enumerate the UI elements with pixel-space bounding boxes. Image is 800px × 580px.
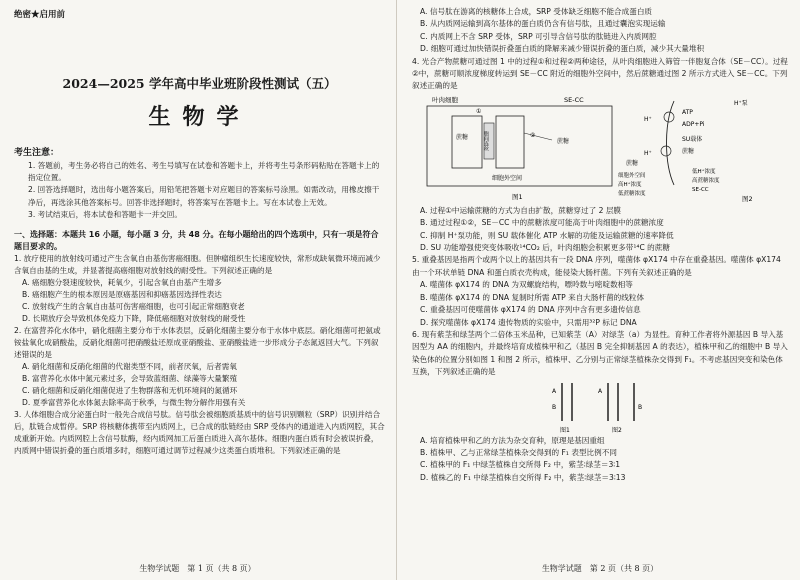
page-footer-1: 生物学试题 第 1 页（共 8 页） [139, 564, 256, 573]
q5-option-c: C. 重叠基因可使噬菌体 φX174 的 DNA 序列中含有更多遗传信息 [420, 305, 641, 315]
question-6: 6. 现有紫茎和绿茎两个二倍体玉米品种，已知紫茎（A）对绿茎（a）为显性。育种工作者将外源基因 B 导入基因型为 AA 的细胞内，并最终培育成植株甲和乙（基因 B 完全抑制基因 A 的表达），植株甲和乙的细胞中 B 导入染色体的位置分别如图 1 和图 2 所示，植株甲、乙分别与正常绿茎植株杂交得到 F₁。不考虑基因突变和染色体互换，下列叙述正确的是 [412, 329, 788, 377]
q2-option-b: B. 富营养化水体中氮元素过多，会导致蓝细菌、绿藻等大量繁殖 [22, 374, 238, 384]
fig2-su-label: SU载体 [682, 135, 703, 143]
fig3-gene-b-2: B [638, 403, 643, 411]
q1-option-d: D. 长期放疗会导致机体免疫力下降，降低癌细胞对放射线的耐受性 [22, 314, 246, 324]
fig2-extracellular-label: 细胞外空间 [618, 172, 646, 179]
notice-2: 2. 回答选择题时，选出每小题答案后，用铅笔把答题卡对应题目的答案标号涂黑。如需改动，用橡皮擦干净后，再选涂其他答案标号。回答非选择题时，将答案写在答题卡上。写在本试卷上无效。 [28, 185, 380, 207]
fig2-secc-label: SE-CC [692, 186, 709, 193]
q1-option-a: A. 癌细胞分裂速度较快，耗氧少，引起含氧自由基产生增多 [22, 278, 222, 288]
q6-option-d: D. 植株乙的 F₁ 中绿茎植株自交所得 F₂ 中，紫茎∶绿茎＝3∶13 [420, 472, 626, 482]
fig2-h-pump-label: H⁺泵 [734, 99, 748, 107]
q6-figures [412, 379, 788, 435]
fig2-atp-label: ATP [682, 108, 693, 116]
fig1-arrow [524, 133, 552, 140]
fig2-sucrose-inside: 蔗糖 [682, 147, 695, 155]
q5-option-a: A. 噬菌体 φX174 的 DNA 为双螺旋结构，嘌呤数与嘧啶数相等 [420, 280, 633, 290]
fig1-secc-label: SE-CC [564, 95, 584, 104]
fig3-caption-1: 图1 [560, 426, 570, 434]
fig2-low-h-label: 低H⁺浓度 [692, 168, 716, 175]
fig1-step-1: ① [476, 107, 482, 115]
q3-option-d: D. 细胞可通过加快错误折叠蛋白质的降解来减少错误折叠的蛋白质，减少其大量堆积 [420, 44, 705, 54]
q6-option-c: C. 植株甲的 F₁ 中绿茎植株自交所得 F₂ 中，紫茎∶绿茎＝3∶1 [420, 460, 621, 470]
q3-option-a: A. 信号肽在游离的核糖体上合成，SRP 受体缺乏细胞不能合成蛋白质 [420, 7, 653, 16]
left-page [0, 0, 395, 580]
q1-option-b: B. 癌细胞产生的根本原因是原癌基因和抑癌基因选择性表达 [22, 290, 222, 300]
chromosome-figure-2 [598, 383, 642, 434]
question-2: 2. 在富营养化水体中，硝化细菌主要分布于水体表层，反硝化细菌主要分布于水体中底层。硝化细菌可把氨或铵盐氧化成硝酸盐，反硝化细菌可把硝酸盐还原成亚硝酸盐、亚硝酸盐进一步形成分子态氮返回大气。下列叙述错误的是 [14, 326, 381, 360]
subject-title: 生物学 [148, 104, 251, 130]
fig2-sucrose-outside: 蔗糖 [626, 159, 639, 167]
q2-option-d: D. 夏季富营养化水体氮去除率高于秋季，与微生物分解作用强有关 [22, 398, 246, 408]
fig1-secc-cell [496, 116, 524, 168]
q3-option-c: C. 内质网上不含 SRP 受体，SRP 可引导含信号肽的肽链进入内质网腔 [420, 31, 657, 41]
q5-option-d: D. 探究噬菌体 φX174 遗传物质的实验中，只需用³²P 标记 DNA [420, 317, 637, 327]
q1-option-c: C. 放射线产生的含氧自由基可伤害癌细胞，也可引起正常细胞衰老 [22, 302, 245, 312]
question-1: 1. 放疗使用的放射线可通过产生含氧自由基伤害癌细胞。但肿瘤组织生长速度较快，常形成缺氧微环境而减少含氧自由基的生成，并显著提高癌细胞对放射线的耐受性。下列叙述正确的是 [14, 254, 381, 276]
fig2-su-carrier [661, 146, 671, 156]
fig3-caption-2: 图2 [612, 426, 622, 434]
fig1-caption: 图1 [512, 192, 523, 201]
fig3-gene-a-2: A [598, 387, 603, 395]
notice-heading: 考生注意： [14, 148, 60, 158]
figure-1 [427, 95, 612, 201]
question-5: 5. 重叠基因是指两个或两个以上的基因共有一段 DNA 序列，噬菌体 φX174 中存在重叠基因。噬菌体 φX174 由一个环状单链 DNA 和蛋白质衣壳构成，能侵染大肠杆菌。下列有关叙述正确的是 [412, 255, 781, 277]
fig2-caption: 图2 [742, 194, 753, 203]
fig2-adp-label: ADP+Pi [682, 120, 705, 128]
q4-option-a: A. 过程①中运输蔗糖的方式为自由扩散，蔗糖穿过了 2 层膜 [420, 205, 622, 215]
question-4: 4. 光合产物蔗糖可通过图 1 中的过程①和过程②两种途径，从叶肉细胞进入筛管一伴胞复合体（SE－CC）。过程②中，蔗糖可顺浓度梯度转运到 SE－CC 附近的细胞外空间中，然后蔗糖通过图 2 所示方式进入 SE－CC。下列叙述正确的是 [412, 56, 788, 91]
fig1-outline [427, 106, 612, 186]
fig1-sucrose-right: 蔗糖 [557, 137, 570, 145]
fig2-h-bottom: H⁺ [644, 149, 652, 157]
notice-1: 1. 答题前，考生务必将自己的姓名、考生号填写在试卷和答题卡上，并将考生号条形码粘贴在答题卡上的指定位置。 [28, 161, 380, 183]
q2-option-a: A. 硝化细菌和反硝化细菌的代谢类型不同，前者厌氧，后者需氧 [22, 362, 237, 372]
right-page [400, 0, 800, 580]
q5-option-b: B. 噬菌体 φX174 的 DNA 复制时所需 ATP 来自大肠杆菌的线粒体 [420, 292, 645, 302]
chromosome-figure-1 [552, 383, 572, 434]
notice-3: 3. 考试结束后，将本试卷和答题卡一并交回。 [28, 209, 182, 219]
fig1-leaf-cell-label: 叶肉细胞 [432, 95, 458, 104]
q2-option-c: C. 硝化细菌和反硝化细菌促进了生物群落和无机环境间的氮循环 [22, 386, 238, 396]
fig3-gene-a-1: A [552, 387, 557, 395]
q4-option-d: D. SU 功能增强使突变体吸收¹⁴CO₂ 后，叶肉细胞会积累更多带¹⁴C 的蔗糖 [420, 243, 670, 253]
q4-option-c: C. 抑制 H⁺泵功能，则 SU 载体催化 ATP 水解的功能及运输蔗糖的速率降低 [420, 230, 674, 240]
fig1-extracellular-label: 细胞外空间 [492, 174, 523, 182]
question-3: 3. 人体细胞合成分泌蛋白时一般先合成信号肽。信号肽会被细胞质基质中的信号识别颗粒（SRP）识别并结合后，肽链合成暂停。SRP 将核糖体携带至内质网上，已合成的肽链经由 SRP 受体内的通道进入内质网腔，其合成重新开始。内质网腔上含信号肽酶，经内质网加工后蛋白质进入高尔基体。细胞内蛋白质有时会被误折叠，内质网中错误折叠的蛋白质增多时，细胞可通过调节过程减少这类蛋白质堆积。下列叙述正确的是 [14, 410, 385, 456]
page-footer-2: 生物学试题 第 2 页（共 8 页） [541, 564, 659, 573]
exam-title: 2024—2025 学年高中毕业班阶段性测试（五） [62, 76, 337, 91]
fig1-sucrose-left: 蔗糖 [456, 133, 469, 141]
q6-option-a: A. 培育植株甲和乙的方法为杂交育种，原理是基因重组 [420, 435, 605, 445]
fig2-high-sucrose-label: 高蔗糖浓度 [692, 177, 720, 184]
fig2-h-top: H⁺ [644, 115, 652, 123]
fig1-plasmodesma-label: 胞间连丝 [483, 130, 489, 151]
section-heading: 一、选择题：本题共 16 小题，每小题 3 分，共 48 分。在每小题给出的四个选项中，只有一项是符合题目要求的。 [14, 230, 379, 252]
fig1-step-2: ② [530, 131, 536, 139]
figure-2 [618, 99, 753, 203]
q4-figures [412, 93, 788, 205]
q3-option-b: B. 从内质网运输到高尔基体的蛋白质仍含有信号肽，且通过囊泡实现运输 [420, 19, 666, 29]
q6-option-b: B. 植株甲、乙与正常绿茎植株杂交得到的 F₁ 表型比例不同 [420, 447, 617, 457]
q4-option-b: B. 通过过程①②，SE－CC 中的蔗糖浓度可能高于叶肉细胞中的蔗糖浓度 [420, 218, 664, 228]
fig1-leaf-cell [452, 116, 482, 168]
confidential-mark: 绝密★启用前 [14, 10, 66, 20]
fig2-high-h-label: 高H⁺浓度 [618, 181, 642, 188]
fig2-low-sucrose-label: 低蔗糖浓度 [618, 190, 646, 197]
fig3-gene-b-1: B [552, 403, 557, 411]
page-divider [396, 0, 397, 580]
